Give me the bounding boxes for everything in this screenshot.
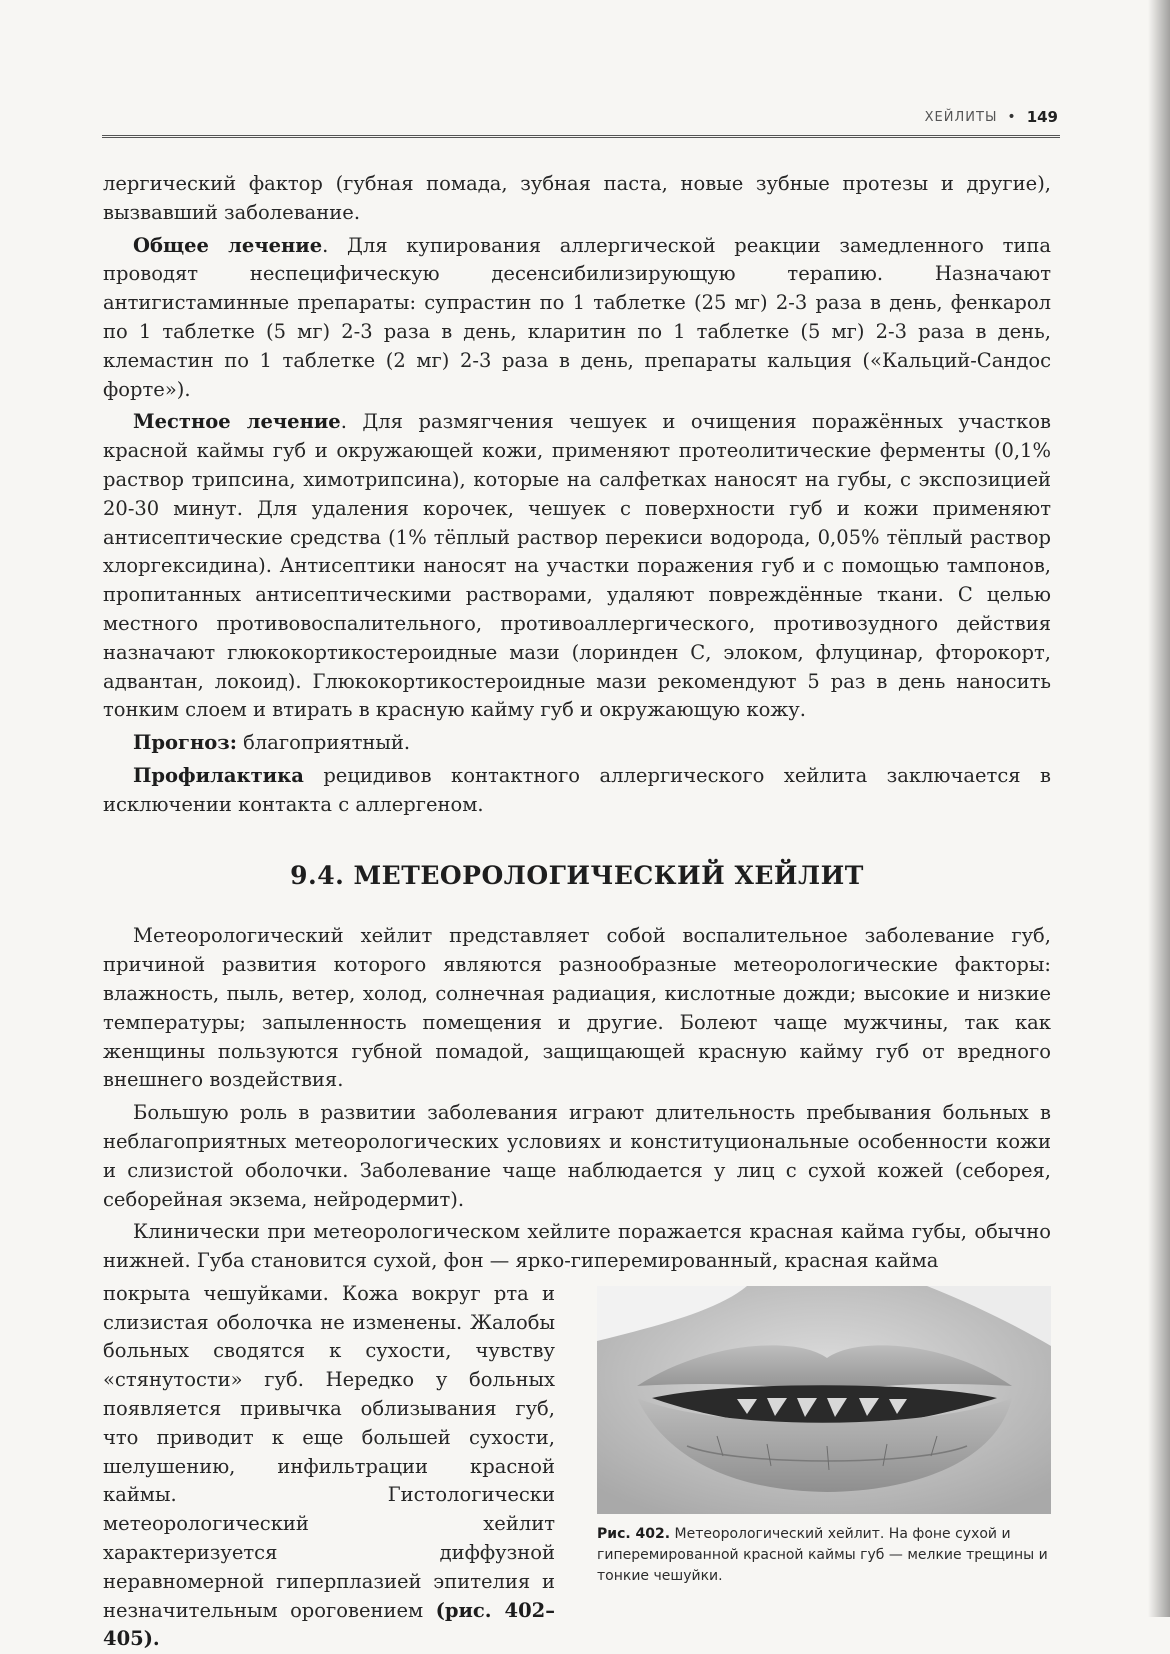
paragraph-definition: Метеорологический хейлит представляет собой воспалительное заболевание губ, причиной развития которого являются разнообразные метеорологические факторы: влажность, пыль, ветер, холод, солнечная радиация, кислотные дожди; высокие и низкие температуры; запыленность помещения и другие. Болеют чаще мужчины, так как женщины пользуются губной помадой, защищающей красную кайму губ от вредного внешнего воздействия.: [103, 924, 1051, 1092]
paragraph-factors: Большую роль в развитии заболевания играют длительность пребывания больных в неблагоприятных метеорологических условиях и конституциональные особенности кожи и слизистой оболочки. Заболевание чаще наблюдается у лиц с сухой кожей (себорея, себорейная экзема, нейродермит).: [103, 1101, 1051, 1211]
figure-402: [597, 1286, 1051, 1587]
paragraph-continued: лергический фактор (губная помада, зубная паста, новые зубные протезы и другие), вызвавший заболевание.: [103, 172, 1051, 224]
run-in-heading: Прогноз:: [133, 731, 237, 755]
figure-caption: Рис. 402. Метеорологический хейлит. На фоне сухой и гиперемированной красной каймы губ — мелкие трещины и тонкие чешуйки.: [597, 1525, 1048, 1584]
paragraph-prevention: Профилактика рецидивов контактного аллергического хейлита заключается в исключении контакта с аллергеном.: [103, 763, 1051, 816]
run-in-heading: Общее лечение: [133, 233, 323, 257]
paragraph-clinical-continued: покрыта чешуйками. Кожа вокруг рта и слизистая оболочка не изменены. Жалобы больных сводятся к сухости, чувству «стянутости» губ. Нередко у больных появляется привычка облизывания губ, что приводит к еще большей сухости, шелушению, инфильтрации красной каймы. Гистологически метеорологический хейлит характеризуется диффузной неравномерной гиперплазией эпителия и незначительным ороговением (рис. 402–405).: [103, 1281, 555, 1651]
page-body: [103, 170, 1051, 1654]
run-in-heading: Местное лечение: [133, 410, 341, 434]
header-rule: [102, 135, 1060, 141]
header-bullet: •: [1007, 109, 1017, 125]
page-edge-shadow: [1148, 0, 1170, 1617]
paragraph-prognosis: Прогноз: благоприятный.: [133, 731, 411, 755]
figure-label: Рис. 402.: [597, 1525, 671, 1542]
paragraph-clinical: Клинически при метеорологическом хейлите поражается красная кайма губы, обычно нижней. Губа становится сухой, фон — ярко-гиперемированный, красная кайма: [103, 1220, 1051, 1273]
running-header-section: ХЕЙЛИТЫ: [924, 109, 998, 125]
paragraph-local-treatment: Местное лечение. Для размягчения чешуек и очищения поражённых участков красной каймы губ и окружающей кожи, применяют протеолитические ферменты (0,1% раствор трипсина, химотрипсина), которые на салфетках наносят на губы, с экспозицией 20-30 минут. Для удаления корочек, чешуек с поверхности губ и кожи применяют антисептические средства (1% тёплый раствор перекиси водорода, 0,05% тёплый раствор хлоргексидина). Антисептики наносят на участки поражения губ и с помощью тампонов, пропитанных антисептическими растворами, удаляют повреждённые ткани. С целью местного противовоспалительного, противоаллергического, противозудного действия назначают глюкокортикостероидные мази (лоринден С, элоком, флуцинар, фторокорт, адвантан, локоид). Глюкокортикостероидные мази рекомендуют 5 раз в день наносить тонким слоем и втирать в красную кайму губ и окружающую кожу.: [103, 410, 1051, 722]
figure-reference: (рис. 402–405).: [103, 1598, 555, 1651]
running-header: [925, 108, 1058, 126]
lips-photo: [597, 1286, 1051, 1514]
page-number: 149: [1026, 108, 1058, 126]
run-in-heading: Профилактика: [133, 763, 304, 787]
paragraph-general-treatment: Общее лечение. Для купирования аллергической реакции замедленного типа проводят неспецифическую десенсибилизирующую терапию. Назначают антигистаминные препараты: супрастин по 1 таблетке (25 мг) 2-3 раза в день, фенкарол по 1 таблетке (5 мг) 2-3 раза в день, кларитин по 1 таблетке (5 мг) 2-3 раза в день, клемастин по 1 таблетке (2 мг) 2-3 раза в день, препараты кальция («Кальций-Сандос форте»).: [103, 233, 1052, 401]
section-title: 9.4. МЕТЕОРОЛОГИЧЕСКИЙ ХЕЙЛИТ: [290, 860, 864, 890]
lips-illustration: [597, 1286, 1051, 1514]
wrapped-text: [103, 1280, 555, 1654]
text-figure-wrap: [103, 1280, 1051, 1654]
